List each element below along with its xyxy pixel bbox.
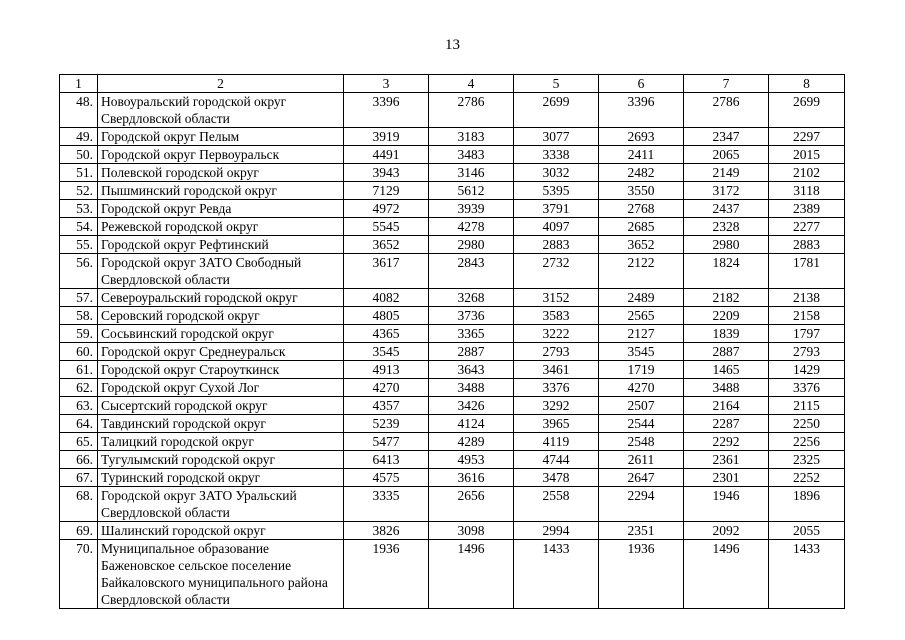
row-number-cell: 62. bbox=[60, 379, 98, 397]
value-cell: 5239 bbox=[344, 415, 429, 433]
value-cell: 2287 bbox=[684, 415, 769, 433]
value-cell: 1797 bbox=[769, 325, 845, 343]
municipality-name-cell: Талицкий городской округ bbox=[98, 433, 344, 451]
value-cell: 3736 bbox=[429, 307, 514, 325]
row-number-cell: 57. bbox=[60, 289, 98, 307]
value-cell: 3172 bbox=[684, 182, 769, 200]
value-cell: 2507 bbox=[599, 397, 684, 415]
header-cell: 3 bbox=[344, 75, 429, 93]
table-row bbox=[60, 236, 845, 254]
value-cell: 2294 bbox=[599, 487, 684, 522]
value-cell: 2065 bbox=[684, 146, 769, 164]
value-cell: 3152 bbox=[514, 289, 599, 307]
value-cell: 3426 bbox=[429, 397, 514, 415]
municipality-name-cell: Муниципальное образование Баженовское сельское поселение Байкаловского муниципального района Свердловской области bbox=[98, 540, 344, 609]
value-cell: 3396 bbox=[599, 93, 684, 128]
table-row bbox=[60, 218, 845, 236]
value-cell: 1465 bbox=[684, 361, 769, 379]
value-cell: 2489 bbox=[599, 289, 684, 307]
value-cell: 2685 bbox=[599, 218, 684, 236]
value-cell: 1496 bbox=[684, 540, 769, 609]
value-cell: 1719 bbox=[599, 361, 684, 379]
value-cell: 5612 bbox=[429, 182, 514, 200]
value-cell: 4082 bbox=[344, 289, 429, 307]
value-cell: 3376 bbox=[514, 379, 599, 397]
value-cell: 1896 bbox=[769, 487, 845, 522]
row-number-cell: 67. bbox=[60, 469, 98, 487]
header-cell: 7 bbox=[684, 75, 769, 93]
table-row bbox=[60, 433, 845, 451]
value-cell: 1824 bbox=[684, 254, 769, 289]
value-cell: 2544 bbox=[599, 415, 684, 433]
value-cell: 3488 bbox=[429, 379, 514, 397]
row-number-cell: 60. bbox=[60, 343, 98, 361]
value-cell: 3488 bbox=[684, 379, 769, 397]
value-cell: 2887 bbox=[684, 343, 769, 361]
value-cell: 2611 bbox=[599, 451, 684, 469]
table-row bbox=[60, 164, 845, 182]
value-cell: 2292 bbox=[684, 433, 769, 451]
value-cell: 3939 bbox=[429, 200, 514, 218]
row-number-cell: 61. bbox=[60, 361, 98, 379]
row-number-cell: 55. bbox=[60, 236, 98, 254]
value-cell: 3461 bbox=[514, 361, 599, 379]
value-cell: 4491 bbox=[344, 146, 429, 164]
municipality-name-cell: Пышминский городской округ bbox=[98, 182, 344, 200]
value-cell: 3338 bbox=[514, 146, 599, 164]
value-cell: 3098 bbox=[429, 522, 514, 540]
table-row bbox=[60, 128, 845, 146]
row-number-cell: 63. bbox=[60, 397, 98, 415]
value-cell: 3652 bbox=[599, 236, 684, 254]
value-cell: 1936 bbox=[599, 540, 684, 609]
value-cell: 3183 bbox=[429, 128, 514, 146]
row-number-cell: 50. bbox=[60, 146, 98, 164]
value-cell: 1781 bbox=[769, 254, 845, 289]
value-cell: 2887 bbox=[429, 343, 514, 361]
value-cell: 3545 bbox=[344, 343, 429, 361]
row-number-cell: 52. bbox=[60, 182, 98, 200]
value-cell: 2015 bbox=[769, 146, 845, 164]
value-cell: 2411 bbox=[599, 146, 684, 164]
row-number-cell: 53. bbox=[60, 200, 98, 218]
value-cell: 2115 bbox=[769, 397, 845, 415]
header-cell: 8 bbox=[769, 75, 845, 93]
value-cell: 1936 bbox=[344, 540, 429, 609]
table-row bbox=[60, 540, 845, 609]
value-cell: 3545 bbox=[599, 343, 684, 361]
header-cell: 2 bbox=[98, 75, 344, 93]
table-row bbox=[60, 307, 845, 325]
value-cell: 2558 bbox=[514, 487, 599, 522]
value-cell: 5545 bbox=[344, 218, 429, 236]
row-number-cell: 54. bbox=[60, 218, 98, 236]
value-cell: 2768 bbox=[599, 200, 684, 218]
value-cell: 4289 bbox=[429, 433, 514, 451]
table-row bbox=[60, 93, 845, 128]
value-cell: 2548 bbox=[599, 433, 684, 451]
municipality-name-cell: Туринский городской округ bbox=[98, 469, 344, 487]
table-row bbox=[60, 325, 845, 343]
value-cell: 3943 bbox=[344, 164, 429, 182]
table-row bbox=[60, 397, 845, 415]
data-table bbox=[59, 74, 845, 609]
municipality-name-cell: Серовский городской округ bbox=[98, 307, 344, 325]
value-cell: 3292 bbox=[514, 397, 599, 415]
value-cell: 2301 bbox=[684, 469, 769, 487]
row-number-cell: 49. bbox=[60, 128, 98, 146]
value-cell: 2122 bbox=[599, 254, 684, 289]
value-cell: 7129 bbox=[344, 182, 429, 200]
header-cell: 1 bbox=[60, 75, 98, 93]
table-row bbox=[60, 182, 845, 200]
value-cell: 3791 bbox=[514, 200, 599, 218]
table-row bbox=[60, 415, 845, 433]
value-cell: 2277 bbox=[769, 218, 845, 236]
value-cell: 2055 bbox=[769, 522, 845, 540]
value-cell: 4744 bbox=[514, 451, 599, 469]
header-cell: 4 bbox=[429, 75, 514, 93]
table-row bbox=[60, 451, 845, 469]
value-cell: 2994 bbox=[514, 522, 599, 540]
value-cell: 2256 bbox=[769, 433, 845, 451]
value-cell: 4575 bbox=[344, 469, 429, 487]
value-cell: 4270 bbox=[344, 379, 429, 397]
value-cell: 2437 bbox=[684, 200, 769, 218]
value-cell: 3550 bbox=[599, 182, 684, 200]
row-number-cell: 59. bbox=[60, 325, 98, 343]
value-cell: 4119 bbox=[514, 433, 599, 451]
value-cell: 5477 bbox=[344, 433, 429, 451]
value-cell: 6413 bbox=[344, 451, 429, 469]
value-cell: 3965 bbox=[514, 415, 599, 433]
value-cell: 2361 bbox=[684, 451, 769, 469]
value-cell: 3222 bbox=[514, 325, 599, 343]
header-cell: 5 bbox=[514, 75, 599, 93]
value-cell: 3826 bbox=[344, 522, 429, 540]
value-cell: 4953 bbox=[429, 451, 514, 469]
row-number-cell: 66. bbox=[60, 451, 98, 469]
value-cell: 3617 bbox=[344, 254, 429, 289]
value-cell: 3146 bbox=[429, 164, 514, 182]
municipality-name-cell: Городской округ Рефтинский bbox=[98, 236, 344, 254]
value-cell: 3335 bbox=[344, 487, 429, 522]
table-row bbox=[60, 289, 845, 307]
municipality-name-cell: Городской округ ЗАТО Свободный Свердловской области bbox=[98, 254, 344, 289]
value-cell: 2347 bbox=[684, 128, 769, 146]
table-row bbox=[60, 343, 845, 361]
table-row bbox=[60, 379, 845, 397]
municipality-name-cell: Сосьвинский городской округ bbox=[98, 325, 344, 343]
value-cell: 2127 bbox=[599, 325, 684, 343]
value-cell: 4913 bbox=[344, 361, 429, 379]
value-cell: 1429 bbox=[769, 361, 845, 379]
value-cell: 3583 bbox=[514, 307, 599, 325]
value-cell: 2389 bbox=[769, 200, 845, 218]
municipality-name-cell: Североуральский городской округ bbox=[98, 289, 344, 307]
value-cell: 1433 bbox=[514, 540, 599, 609]
municipality-name-cell: Режевской городской округ bbox=[98, 218, 344, 236]
row-number-cell: 64. bbox=[60, 415, 98, 433]
value-cell: 2883 bbox=[769, 236, 845, 254]
value-cell: 2980 bbox=[429, 236, 514, 254]
municipality-name-cell: Городской округ Первоуральск bbox=[98, 146, 344, 164]
value-cell: 4278 bbox=[429, 218, 514, 236]
municipality-name-cell: Шалинский городской округ bbox=[98, 522, 344, 540]
table-row bbox=[60, 469, 845, 487]
value-cell: 2699 bbox=[514, 93, 599, 128]
municipality-name-cell: Городской округ Сухой Лог bbox=[98, 379, 344, 397]
value-cell: 2786 bbox=[684, 93, 769, 128]
municipality-name-cell: Полевской городской округ bbox=[98, 164, 344, 182]
value-cell: 2656 bbox=[429, 487, 514, 522]
value-cell: 2647 bbox=[599, 469, 684, 487]
value-cell: 1946 bbox=[684, 487, 769, 522]
row-number-cell: 69. bbox=[60, 522, 98, 540]
value-cell: 2843 bbox=[429, 254, 514, 289]
value-cell: 3077 bbox=[514, 128, 599, 146]
value-cell: 4097 bbox=[514, 218, 599, 236]
value-cell: 4270 bbox=[599, 379, 684, 397]
value-cell: 2786 bbox=[429, 93, 514, 128]
municipality-name-cell: Городской округ Староуткинск bbox=[98, 361, 344, 379]
municipality-name-cell: Городской округ Пелым bbox=[98, 128, 344, 146]
value-cell: 4365 bbox=[344, 325, 429, 343]
header-row bbox=[60, 75, 845, 93]
value-cell: 3643 bbox=[429, 361, 514, 379]
value-cell: 2699 bbox=[769, 93, 845, 128]
row-number-cell: 56. bbox=[60, 254, 98, 289]
value-cell: 1839 bbox=[684, 325, 769, 343]
value-cell: 2164 bbox=[684, 397, 769, 415]
row-number-cell: 68. bbox=[60, 487, 98, 522]
value-cell: 3032 bbox=[514, 164, 599, 182]
value-cell: 3268 bbox=[429, 289, 514, 307]
value-cell: 4805 bbox=[344, 307, 429, 325]
value-cell: 5395 bbox=[514, 182, 599, 200]
municipality-name-cell: Городской округ ЗАТО Уральский Свердловской области bbox=[98, 487, 344, 522]
municipality-name-cell: Тавдинский городской округ bbox=[98, 415, 344, 433]
value-cell: 2102 bbox=[769, 164, 845, 182]
municipality-name-cell: Городской округ Ревда bbox=[98, 200, 344, 218]
table-row bbox=[60, 487, 845, 522]
municipality-name-cell: Сысертский городской округ bbox=[98, 397, 344, 415]
value-cell: 3118 bbox=[769, 182, 845, 200]
municipality-name-cell: Новоуральский городской округ Свердловской области bbox=[98, 93, 344, 128]
value-cell: 2209 bbox=[684, 307, 769, 325]
value-cell: 2182 bbox=[684, 289, 769, 307]
municipality-name-cell: Тугулымский городской округ bbox=[98, 451, 344, 469]
value-cell: 2325 bbox=[769, 451, 845, 469]
value-cell: 1496 bbox=[429, 540, 514, 609]
value-cell: 2158 bbox=[769, 307, 845, 325]
header-cell: 6 bbox=[599, 75, 684, 93]
value-cell: 4972 bbox=[344, 200, 429, 218]
value-cell: 2793 bbox=[769, 343, 845, 361]
row-number-cell: 65. bbox=[60, 433, 98, 451]
value-cell: 2149 bbox=[684, 164, 769, 182]
row-number-cell: 70. bbox=[60, 540, 98, 609]
table-row bbox=[60, 254, 845, 289]
row-number-cell: 58. bbox=[60, 307, 98, 325]
value-cell: 2328 bbox=[684, 218, 769, 236]
value-cell: 2693 bbox=[599, 128, 684, 146]
value-cell: 4124 bbox=[429, 415, 514, 433]
value-cell: 2883 bbox=[514, 236, 599, 254]
table-row bbox=[60, 146, 845, 164]
value-cell: 2351 bbox=[599, 522, 684, 540]
value-cell: 2250 bbox=[769, 415, 845, 433]
value-cell: 1433 bbox=[769, 540, 845, 609]
value-cell: 2980 bbox=[684, 236, 769, 254]
municipality-name-cell: Городской округ Среднеуральск bbox=[98, 343, 344, 361]
value-cell: 2252 bbox=[769, 469, 845, 487]
value-cell: 2732 bbox=[514, 254, 599, 289]
value-cell: 2138 bbox=[769, 289, 845, 307]
value-cell: 2482 bbox=[599, 164, 684, 182]
row-number-cell: 51. bbox=[60, 164, 98, 182]
value-cell: 2565 bbox=[599, 307, 684, 325]
page-number: 13 bbox=[445, 37, 460, 53]
value-cell: 3376 bbox=[769, 379, 845, 397]
value-cell: 2793 bbox=[514, 343, 599, 361]
value-cell: 3652 bbox=[344, 236, 429, 254]
value-cell: 2297 bbox=[769, 128, 845, 146]
value-cell: 2092 bbox=[684, 522, 769, 540]
value-cell: 3919 bbox=[344, 128, 429, 146]
table-row bbox=[60, 522, 845, 540]
table-row bbox=[60, 361, 845, 379]
table-row bbox=[60, 200, 845, 218]
value-cell: 3483 bbox=[429, 146, 514, 164]
value-cell: 3365 bbox=[429, 325, 514, 343]
value-cell: 4357 bbox=[344, 397, 429, 415]
value-cell: 3616 bbox=[429, 469, 514, 487]
value-cell: 3396 bbox=[344, 93, 429, 128]
value-cell: 3478 bbox=[514, 469, 599, 487]
row-number-cell: 48. bbox=[60, 93, 98, 128]
